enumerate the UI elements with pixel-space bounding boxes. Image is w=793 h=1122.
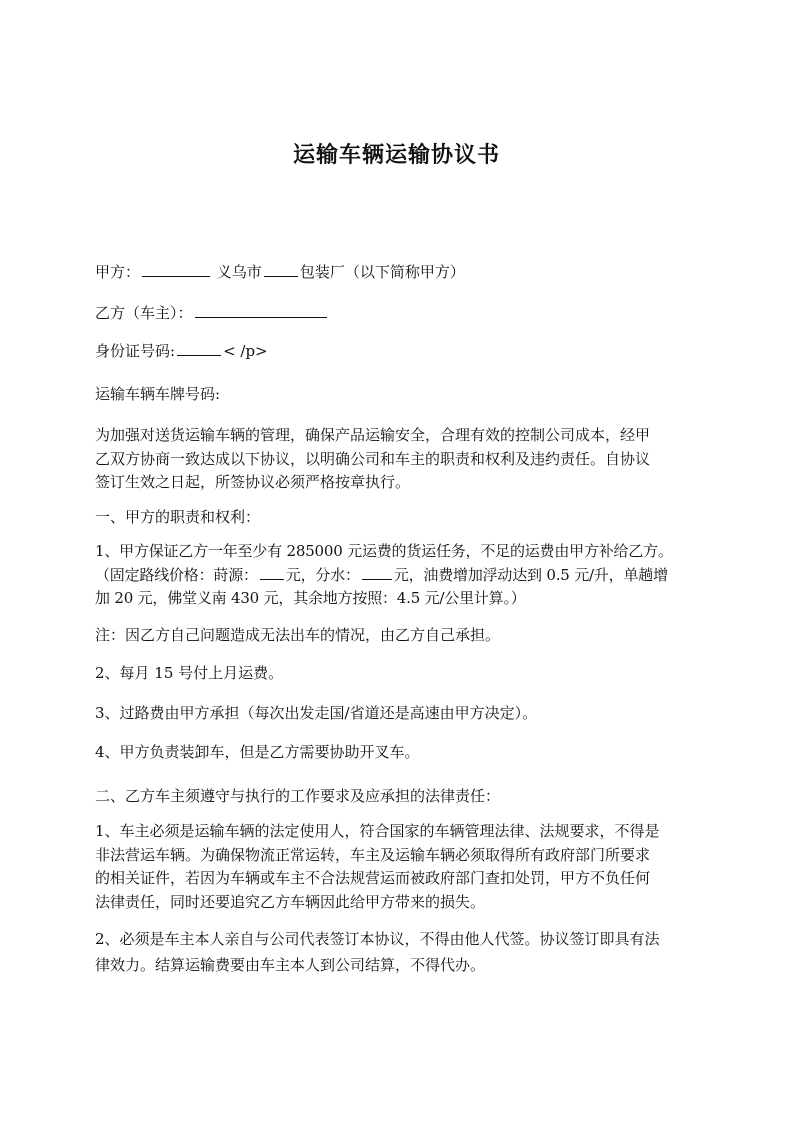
item1-line (95, 564, 705, 588)
a-item-2: 2、每月 15 号付上月运费。 (95, 664, 284, 682)
item1-line: 1、甲方保证乙方一年至少有 285000 元运费的货运任务，不足的运费由甲方补给乙方。 (95, 542, 673, 560)
b-item1-line: 1、车主必须是运输车辆的法定使用人，符合国家的车辆管理法律、法规要求，不得是 (95, 822, 660, 840)
b-item2-line: 律效力。结算运输费要由车主本人到公司结算，不得代办。 (95, 956, 486, 974)
party-b-line (95, 302, 705, 324)
route-price-blank-2 (362, 565, 392, 580)
party-b-label: 乙方（车主）： (95, 304, 193, 322)
intro-line: 签订生效之日起，所签协议必须严格按章执行。 (95, 473, 411, 491)
intro-line: 乙双方协商一致达成以下协议，以明确公司和车主的职责和权利及违约责任。自协议 (95, 449, 651, 468)
b-item2-line: 2、必须是车主本人亲自与公司代表签订本协议，不得由他人代签。协议签订即具有法 (95, 930, 660, 948)
intro-line: 为加强对送货运输车辆的管理，确保产品运输安全，合理有效的控制公司成本，经甲 (95, 426, 651, 444)
b-item1-line: 法律责任，同时还要追究乙方车辆因此给甲方带来的损失。 (95, 892, 486, 911)
route-price-text: 元，分水： (285, 565, 360, 584)
id-card-blank (177, 341, 221, 356)
id-card-label: 身份证号码: (95, 342, 176, 360)
b-item1-line: 非法营运车辆。为确保物流正常运转，车主及运输车辆必须取得所有政府部门所要求 (95, 845, 651, 864)
b-item2-paragraph (95, 926, 705, 978)
id-card-line (95, 340, 705, 362)
route-price-blank-1 (260, 565, 284, 580)
route-price-label: （固定路线价格：莳源： (95, 565, 258, 584)
b-item1-line: 的相关证件，若因为车辆或车主不合法规营运而被政府部门查扣处罚，甲方不负任何 (95, 869, 651, 887)
intro-paragraph (95, 424, 705, 495)
route-price-text-2: 元，油费增加浮动达到 0.5 元/升，单趟增 (393, 565, 668, 584)
a-item-3: 3、过路费由甲方承担（每次出发走国/省道还是高速由甲方决定）。 (95, 704, 538, 722)
note-line: 注：因乙方自己问题造成无法出车的情况，由乙方自己承担。 (95, 626, 501, 644)
party-a-city: 义乌市 (216, 263, 262, 281)
item1-line: 加 20 元，佛堂义南 430 元，其余地方按照：4.5 元/公里计算。） (95, 589, 526, 607)
party-a-factory: 包装厂（以下简称甲方） (299, 263, 465, 281)
plate-line: 运输车辆车牌号码: (95, 385, 221, 403)
party-b-blank (195, 303, 327, 318)
party-a-line (95, 261, 705, 283)
party-a-label: 甲方： (95, 263, 141, 281)
party-a-factory-blank (264, 262, 298, 277)
id-card-suffix: < /p> (223, 342, 268, 360)
a-item-4: 4、甲方负责装卸车，但是乙方需要协助开叉车。 (95, 743, 420, 761)
document-title: 运输车辆运输协议书 (292, 143, 500, 168)
b-item1-paragraph (95, 820, 705, 914)
section2-heading: 二、乙方车主须遵守与执行的工作要求及应承担的法律责任： (95, 787, 501, 805)
party-a-blank (142, 262, 210, 277)
section1-heading: 一、甲方的职责和权利： (95, 508, 261, 526)
item1-paragraph (95, 540, 705, 611)
